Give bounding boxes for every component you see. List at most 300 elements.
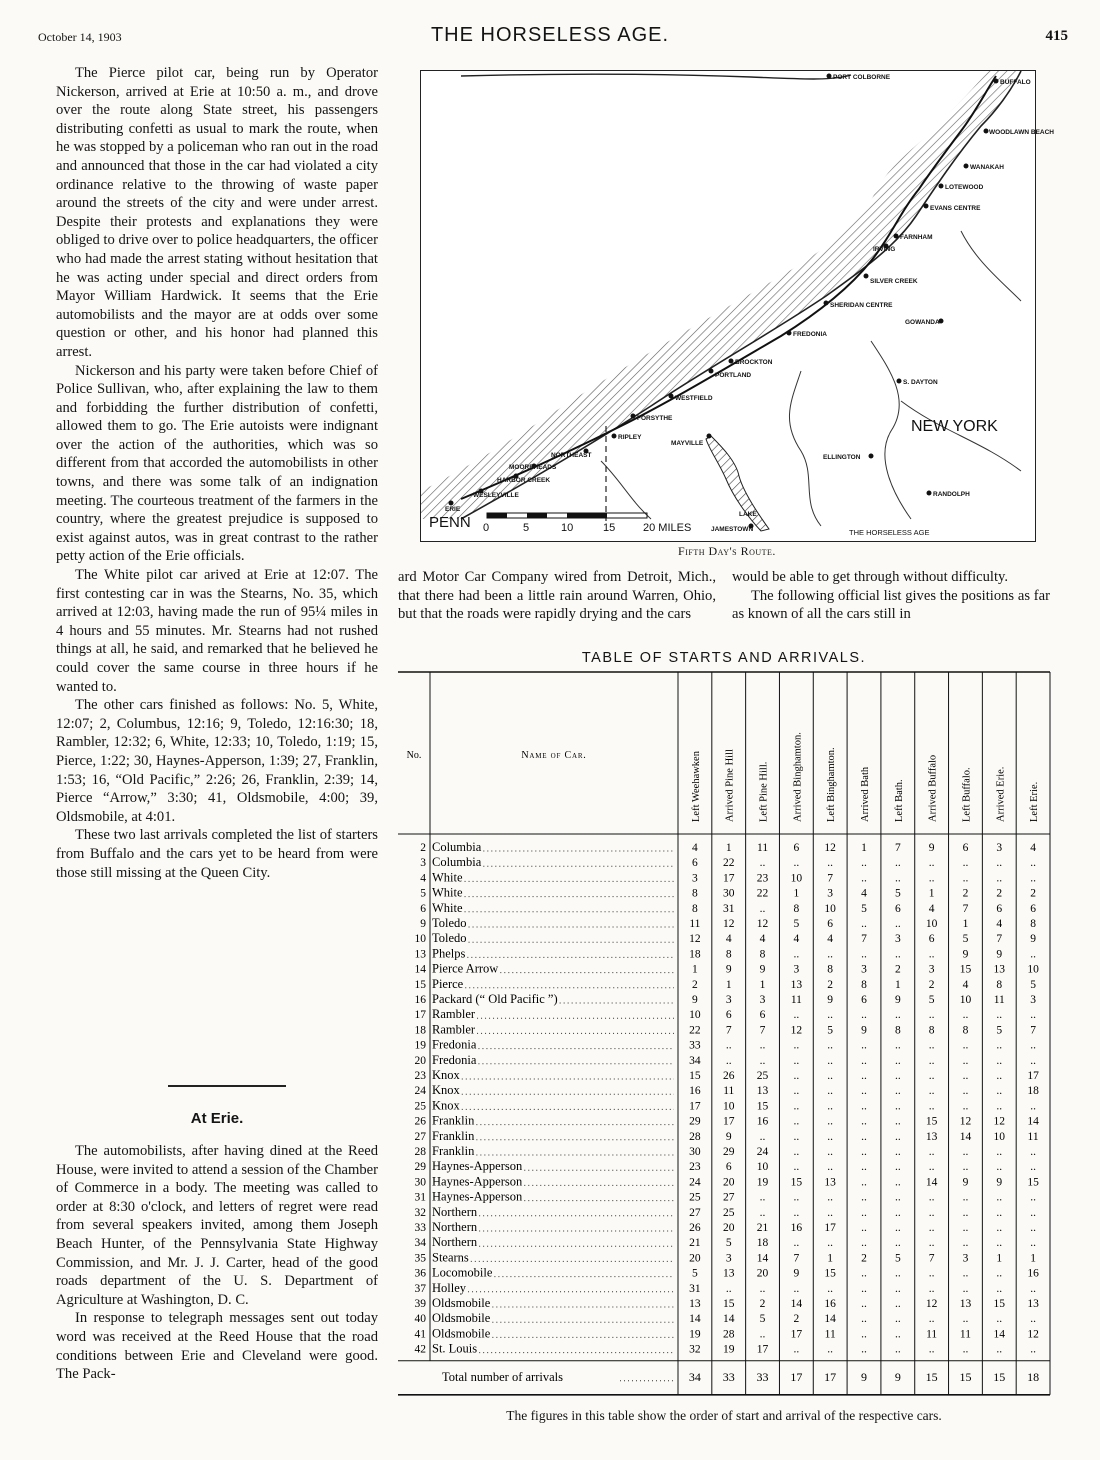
table-cell: 15 — [722, 1298, 735, 1310]
table-cell: .. — [827, 1343, 834, 1356]
table-cell: 2 — [759, 1298, 766, 1310]
column-header: Arrived Binghamton. — [792, 732, 804, 822]
table-cell: 26 — [689, 1222, 701, 1234]
table-cell: .. — [793, 1070, 800, 1082]
total-cell: 17 — [790, 1369, 803, 1384]
table-cell: 4 — [996, 918, 1003, 930]
table-cell: .. — [1030, 872, 1036, 885]
row-number: 2 — [420, 842, 426, 854]
table-cell: 9 — [759, 963, 766, 976]
table-cell: 8 — [725, 948, 732, 961]
table-cell: 8 — [793, 902, 800, 915]
paragraph: The White pilot car arived at Erie at 12:07. The first contesting car in was the Stearns, No. 35, which arrived at 12:03, having made the run of 95¼ miles in 4 hours and 55 minutes. Mr. Stearns had not rushed things at all, he said, and remarked that he believed he could cover the same course in three hours if he wanted to. — [56, 567, 378, 695]
table-cell: .. — [962, 1237, 969, 1250]
total-cell: 15 — [925, 1369, 938, 1384]
column-header: Left Pine Hill. — [758, 761, 770, 822]
table-cell: 7 — [827, 872, 834, 885]
car-name: Franklin — [432, 1113, 475, 1128]
svg-text:LAKE: LAKE — [739, 511, 757, 518]
table-cell: .. — [962, 1146, 969, 1158]
column-header: Left Erie. — [1029, 781, 1041, 822]
svg-text:GOWANDA: GOWANDA — [905, 319, 940, 326]
map-credit: THE HORSELESS AGE — [849, 528, 930, 537]
table-cell: 17 — [790, 1328, 803, 1341]
table-cell: .. — [827, 1100, 834, 1113]
table-cell: 10 — [925, 918, 938, 930]
table-cell: .. — [861, 1176, 867, 1189]
table-cell: .. — [928, 1206, 935, 1219]
paragraph: In response to telegraph messages sent out today word was received at the Reed House that the road conditions between Erie and Cleveland were good. The Pack- — [56, 1310, 378, 1383]
row-number: 20 — [414, 1054, 426, 1067]
journal-title: THE HORSELESS AGE. — [430, 24, 670, 46]
table-cell: .. — [962, 1343, 969, 1356]
table-cell: .. — [894, 1009, 901, 1022]
table-cell: .. — [793, 1115, 800, 1128]
table-cell: .. — [861, 857, 867, 870]
table-cell: 2 — [996, 887, 1003, 900]
table-cell: .. — [928, 1191, 935, 1204]
table-cell: .. — [996, 1146, 1003, 1158]
table-cell: .. — [793, 1039, 800, 1052]
table-cell: .. — [962, 1161, 969, 1174]
table-cell: .. — [996, 1009, 1003, 1022]
table-cell: .. — [928, 857, 935, 870]
table-cell: .. — [1030, 1161, 1036, 1174]
table-cell: 6 — [827, 918, 834, 930]
table-cell: 30 — [722, 887, 735, 900]
table-cell: 13 — [722, 1267, 735, 1280]
table-cell: 5 — [894, 1252, 901, 1265]
table-cell: .. — [861, 1237, 867, 1250]
table-cell: 25 — [689, 1191, 701, 1204]
column-header: Arrived Pine Hill — [724, 749, 736, 822]
left-column — [56, 64, 378, 882]
table-cell: 15 — [689, 1070, 701, 1082]
table-cell: .. — [861, 1313, 867, 1326]
table-cell: 11 — [723, 1085, 735, 1098]
table-cell: 8 — [827, 963, 834, 976]
table-cell: 22 — [722, 857, 735, 870]
table-cell: .. — [894, 1222, 901, 1234]
paragraph: The Pierce pilot car, being run by Operator Nickerson, arrived at Erie at 10:50 a. m., and drove over the route along State street, his passengers distributing confetti as usual to mark the route, when he was stopped by a policeman who ran out in the road and announced that those in the car had violated a city ordinance relative to the throwing of waste paper around the streets of the city and were under arrest. Despite their protests and explanations they were obliged to drive over to police headquarters, the officer who had made the arrest stating without hesitation that he was acting under special and direct orders from Mayor William Hardwick. It seems that the Erie automobilists and the mayor are at odds over some question or other, and his honor had planned this arrest. — [56, 65, 378, 360]
table-cell: 12 — [790, 1024, 803, 1037]
table-cell: .. — [894, 948, 901, 961]
table-cell: 13 — [959, 1298, 972, 1310]
table-cell: 2 — [928, 978, 935, 991]
row-number: 18 — [414, 1024, 426, 1037]
stream — [871, 341, 911, 519]
total-label: Total number of arrivals — [442, 1369, 563, 1384]
svg-text:NORTHEAST: NORTHEAST — [551, 452, 592, 459]
table-cell: 4 — [928, 902, 935, 915]
row-number: 5 — [420, 887, 426, 900]
table-cell: .. — [1030, 1343, 1036, 1356]
table-cell: 29 — [689, 1115, 701, 1128]
table-cell: 6 — [928, 933, 935, 946]
row-number: 23 — [414, 1070, 426, 1082]
table-cell: .. — [1030, 1237, 1036, 1250]
svg-text:WANAKAH: WANAKAH — [970, 164, 1004, 171]
north-shore — [461, 74, 851, 79]
row-number: 15 — [414, 978, 426, 991]
state-label-ny: NEW YORK — [911, 418, 998, 435]
table-cell: 3 — [725, 1252, 732, 1265]
table-cell: .. — [827, 1206, 834, 1219]
car-name: Fredonia — [432, 1052, 477, 1067]
table-cell: 7 — [996, 933, 1003, 946]
table-cell: .. — [793, 1085, 800, 1098]
table-cell: 12 — [824, 842, 836, 854]
stream — [901, 401, 1021, 471]
car-name: Knox — [432, 1083, 460, 1098]
table-cell: 10 — [756, 1161, 769, 1174]
table-cell: 5 — [1030, 978, 1036, 991]
column-header: Left Binghamton. — [826, 747, 838, 822]
table-cell: .. — [827, 1237, 834, 1250]
table-cell: .. — [827, 1130, 834, 1143]
table-cell: 9 — [725, 1130, 732, 1143]
table-cell: 4 — [725, 933, 732, 946]
table-cell: 12 — [722, 918, 735, 930]
table-cell: .. — [827, 948, 834, 961]
table-cell: 11 — [1027, 1130, 1039, 1143]
table-cell: .. — [996, 1343, 1003, 1356]
column-header: Arrived Bath — [860, 766, 871, 822]
table-cell: 8 — [1030, 918, 1036, 930]
table-cell: 4 — [861, 887, 867, 900]
car-name: Pierce — [432, 976, 464, 991]
svg-text:FORSYTHE: FORSYTHE — [637, 415, 673, 422]
table-cell: .. — [928, 1009, 935, 1022]
table-cell: .. — [1030, 1191, 1036, 1204]
table-cell: 6 — [725, 1009, 732, 1022]
table-cell: .. — [793, 857, 800, 870]
page-number: 415 — [1045, 28, 1068, 44]
table-cell: 17 — [756, 1343, 769, 1356]
starts-arrivals-table — [398, 672, 1050, 1402]
car-name: Oldsmobile — [432, 1326, 491, 1341]
table-cell: 18 — [689, 948, 701, 961]
table-cell: .. — [1030, 1222, 1036, 1234]
table-cell: 4 — [793, 933, 800, 946]
table-cell: .. — [894, 1085, 901, 1098]
car-name: White — [432, 885, 463, 900]
row-number: 32 — [414, 1206, 426, 1219]
table-cell: .. — [894, 1054, 901, 1067]
row-number: 3 — [420, 857, 426, 870]
svg-text:WOODLAWN BEACH: WOODLAWN BEACH — [989, 129, 1054, 136]
table-cell: 11 — [926, 1328, 938, 1341]
table-cell: 30 — [689, 1146, 701, 1158]
table-cell: 15 — [925, 1115, 938, 1128]
car-name: Franklin — [432, 1128, 475, 1143]
table-cell: .. — [894, 1237, 901, 1250]
table-cell: 14 — [1027, 1115, 1039, 1128]
car-name: Oldsmobile — [432, 1296, 491, 1310]
table-cell: .. — [759, 1054, 766, 1067]
table-cell: 24 — [756, 1146, 769, 1158]
table-cell: .. — [962, 1039, 969, 1052]
table-cell: .. — [962, 1054, 969, 1067]
table-cell: 11 — [757, 842, 769, 854]
table-cell: .. — [759, 1191, 766, 1204]
car-name: Knox — [432, 1098, 460, 1113]
column-header: Left Bath. — [893, 779, 905, 822]
table-cell: .. — [894, 1146, 901, 1158]
table-cell: .. — [928, 872, 935, 885]
table-cell: 15 — [993, 1298, 1006, 1310]
svg-text:SILVER CREEK: SILVER CREEK — [870, 278, 918, 285]
table-cell: 27 — [689, 1206, 701, 1219]
table-cell: .. — [861, 1206, 867, 1219]
table-cell: 3 — [725, 994, 732, 1006]
table-cell: .. — [793, 1054, 800, 1067]
table-cell: .. — [861, 918, 867, 930]
table-cell: .. — [793, 1282, 800, 1295]
car-name: Phelps — [432, 946, 466, 961]
table-cell: 2 — [962, 887, 969, 900]
table-cell: .. — [861, 1085, 867, 1098]
table-cell: .. — [894, 1115, 901, 1128]
table-cell: 13 — [1027, 1298, 1039, 1310]
row-number: 40 — [414, 1313, 426, 1326]
table-cell: 3 — [996, 842, 1003, 854]
row-number: 41 — [414, 1328, 426, 1341]
table-cell: .. — [996, 1313, 1003, 1326]
car-name: Toledo — [432, 931, 467, 946]
table-cell: .. — [996, 1206, 1003, 1219]
table-cell: .. — [894, 1282, 901, 1295]
table-cell: .. — [827, 1070, 834, 1082]
row-number: 14 — [414, 963, 426, 976]
row-number: 13 — [414, 948, 426, 961]
table-cell: .. — [827, 1146, 834, 1158]
paragraph: would be able to get through without difficulty. — [732, 569, 1009, 585]
table-cell: 16 — [1027, 1267, 1039, 1280]
table-cell: .. — [861, 1282, 867, 1295]
car-name: Packard (“ Old Pacific ”) — [432, 992, 558, 1006]
table-cell: 6 — [996, 902, 1003, 915]
table-cell: 11 — [993, 994, 1005, 1006]
table-cell: 1 — [759, 978, 766, 991]
row-number: 33 — [414, 1222, 426, 1234]
total-cell: 17 — [824, 1369, 837, 1384]
table-cell: 1 — [996, 1252, 1003, 1265]
column-header: Arrived Buffalo — [927, 754, 939, 822]
row-number: 9 — [420, 918, 426, 930]
table-cell: .. — [793, 1206, 800, 1219]
table-cell: 10 — [959, 994, 972, 1006]
paragraph: Nickerson and his party were taken before Chief of Police Sullivan, who, after explaining the law to them and forbidding the further distribution of confetti, allowed them to go. The Erie autoists were indignant over the action of the authorities, which was so different from that accorded the automobilists in other towns, and there was some talk of an indignation meeting. The courteous treatment of the farmers in the country, where the greatest prejudice is supposed to exist against autos, was in great contrast to the rather petty action of the Erie officials. — [56, 362, 378, 565]
table-cell: 8 — [928, 1024, 935, 1037]
svg-text:10: 10 — [561, 522, 574, 534]
table-cell: 7 — [793, 1252, 800, 1265]
car-name: Northern — [432, 1235, 478, 1250]
table-cell: 8 — [962, 1024, 969, 1037]
table-cell: 6 — [962, 842, 969, 854]
row-number: 28 — [414, 1146, 426, 1158]
table-cell: .. — [928, 1161, 935, 1174]
table-cell: 12 — [689, 933, 701, 946]
table-cell: 1 — [692, 963, 698, 976]
table-cell: 16 — [790, 1222, 803, 1234]
table-cell: .. — [725, 1039, 732, 1052]
table-cell: .. — [928, 1343, 935, 1356]
table-cell: 7 — [1030, 1024, 1036, 1037]
table-cell: .. — [827, 857, 834, 870]
table-cell: 4 — [692, 842, 698, 854]
table-cell: 13 — [689, 1298, 701, 1310]
table-cell: 9 — [692, 994, 698, 1006]
svg-text:RANDOLPH: RANDOLPH — [933, 491, 970, 498]
table-cell: .. — [996, 1222, 1003, 1234]
table-cell: 1 — [793, 887, 800, 900]
row-number: 17 — [414, 1009, 426, 1022]
table-cell: .. — [996, 1054, 1003, 1067]
total-cell: 34 — [688, 1369, 701, 1384]
table-cell: .. — [894, 857, 901, 870]
table-cell: .. — [962, 1191, 969, 1204]
table-cell: 9 — [996, 1176, 1003, 1189]
table-cell: .. — [861, 1054, 867, 1067]
row-number: 16 — [414, 994, 426, 1006]
table-cell: 4 — [759, 933, 766, 946]
table-cell: .. — [928, 1222, 935, 1234]
table-cell: .. — [793, 1343, 800, 1356]
table-cell: .. — [861, 1298, 867, 1310]
table-cell: .. — [928, 1070, 935, 1082]
table-cell: .. — [827, 1039, 834, 1052]
table-cell: .. — [962, 1009, 969, 1022]
table-cell: .. — [894, 1267, 901, 1280]
svg-text:MAYVILLE: MAYVILLE — [671, 440, 704, 447]
table-cell: 1 — [725, 978, 732, 991]
car-name: Rambler — [432, 1022, 476, 1037]
table-cell: 9 — [962, 948, 969, 961]
table-cell: 11 — [790, 994, 802, 1006]
svg-text:15: 15 — [603, 522, 616, 534]
table-cell: .. — [861, 1130, 867, 1143]
table-cell: .. — [861, 1267, 867, 1280]
table-cell: .. — [962, 1267, 969, 1280]
svg-text:FREDONIA: FREDONIA — [793, 331, 827, 338]
table-cell: 31 — [722, 902, 735, 915]
table-cell: 3 — [1030, 994, 1036, 1006]
table-cell: 14 — [993, 1328, 1006, 1341]
table-cell: 16 — [824, 1298, 836, 1310]
table-cell: 3 — [692, 872, 698, 885]
table-cell: 21 — [756, 1222, 769, 1234]
table-cell: 15 — [756, 1100, 769, 1113]
table-cell: 10 — [1027, 963, 1039, 976]
table-cell: .. — [793, 1191, 800, 1204]
row-number: 27 — [414, 1130, 426, 1143]
table-cell: .. — [962, 1206, 969, 1219]
table-cell: 5 — [827, 1024, 834, 1037]
table-cell: 33 — [689, 1039, 701, 1052]
table-cell: 20 — [722, 1176, 735, 1189]
table-cell: 16 — [756, 1115, 769, 1128]
table-cell: 19 — [756, 1176, 769, 1189]
total-cell: 9 — [861, 1369, 867, 1384]
table-cell: 3 — [928, 963, 935, 976]
total-cell: 15 — [959, 1369, 972, 1384]
right-column — [732, 568, 1050, 624]
table-cell: 20 — [722, 1222, 735, 1234]
table-cell: .. — [861, 872, 867, 885]
table-cell: 31 — [689, 1282, 701, 1295]
table-cell: 7 — [861, 933, 867, 946]
svg-text:WESLEYVILLE: WESLEYVILLE — [473, 492, 519, 499]
table-cell: 8 — [759, 948, 766, 961]
table-footnote: The figures in this table show the order of start and arrival of the respective cars. — [506, 1408, 942, 1423]
table-cell: .. — [996, 1100, 1003, 1113]
table-cell: 2 — [692, 978, 698, 991]
row-number: 19 — [414, 1039, 426, 1052]
row-number: 39 — [414, 1298, 426, 1310]
table-cell: 11 — [959, 1328, 971, 1341]
table-cell: 9 — [827, 994, 834, 1006]
svg-text:0: 0 — [483, 522, 490, 534]
car-name: Pierce Arrow — [432, 961, 499, 976]
table-cell: .. — [861, 1070, 867, 1082]
table-cell: .. — [827, 1085, 834, 1098]
table-cell: .. — [1030, 1206, 1036, 1219]
table-cell: 25 — [756, 1070, 769, 1082]
table-cell: .. — [759, 902, 766, 915]
svg-text:ELLINGTON: ELLINGTON — [823, 454, 861, 461]
table-cell: 12 — [925, 1298, 938, 1310]
table-cell: .. — [827, 1161, 834, 1174]
table-cell: 5 — [759, 1313, 766, 1326]
table-cell: 4 — [1030, 842, 1036, 854]
table-cell: .. — [827, 1054, 834, 1067]
table-cell: 5 — [894, 887, 901, 900]
table-cell: .. — [996, 1039, 1003, 1052]
table-cell: 3 — [793, 963, 800, 976]
row-number: 30 — [414, 1176, 426, 1189]
table-cell: 13 — [925, 1130, 938, 1143]
table-cell: .. — [894, 1191, 901, 1204]
table-cell: 21 — [689, 1237, 701, 1250]
car-name: Locomobile — [432, 1265, 493, 1280]
table-cell: .. — [759, 857, 766, 870]
table-cell: .. — [894, 1298, 901, 1310]
table-cell: 14 — [689, 1313, 701, 1326]
table-cell: .. — [827, 1009, 834, 1022]
table-cell: 34 — [689, 1054, 701, 1067]
column-header: Left Weehawken — [690, 751, 702, 822]
paragraph: The following official list gives the positions as far as known of all the cars still in — [732, 587, 1050, 623]
car-name: Stearns — [432, 1250, 469, 1265]
table-cell: 3 — [827, 887, 834, 900]
table-cell: 5 — [962, 933, 969, 946]
table-cell: 6 — [759, 1009, 766, 1022]
svg-text:RIPLEY: RIPLEY — [618, 434, 642, 441]
svg-text:HARBOR CREEK: HARBOR CREEK — [497, 477, 551, 484]
table-cell: 5 — [725, 1237, 732, 1250]
table-cell: .. — [861, 1115, 867, 1128]
table-cell: 9 — [928, 842, 935, 854]
table-cell: 15 — [824, 1267, 836, 1280]
car-name: Franklin — [432, 1144, 475, 1158]
table-cell: .. — [1030, 1009, 1036, 1022]
table-cell: 15 — [790, 1176, 803, 1189]
svg-text:JAMESTOWN: JAMESTOWN — [711, 526, 754, 533]
chautauqua-lake — [706, 436, 769, 531]
page-header — [30, 24, 1070, 54]
table-cell: .. — [759, 1328, 766, 1341]
